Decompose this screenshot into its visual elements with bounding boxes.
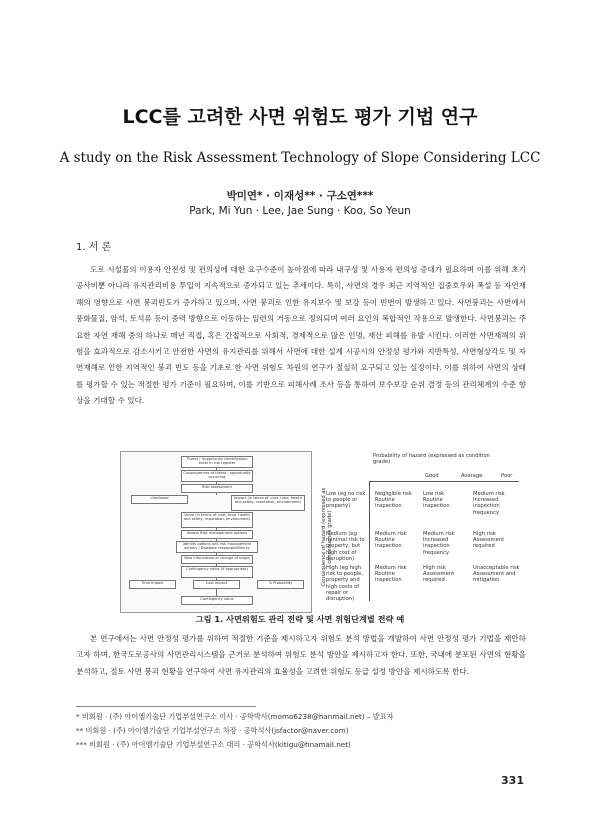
matrix-vertical-axis: Consequence of hazard (expressed as consequence grade) bbox=[320, 487, 333, 587]
matrix-cell: Negligible risk Routine inspection bbox=[375, 491, 412, 510]
footnote-1: * 비회원 · (주) 아이엠기술단 기업부설연구소 이사 · 공학박사(momo6238@hanmail.net) – 발표자 bbox=[76, 712, 394, 721]
intro-paragraph-1: 도로 시설물의 이용자 안전성 및 편의성에 대한 요구수준이 높아짐에 따라 내구성 및 사용자 편의성 증대가 필요하며 이를 위해 초기공사비뿐 아니라 유지관리비용 투입이 지속적으로 증가되고 있는 추세이다. 특히, 사면의 경우 최근 지역적인 집중호우와 폭설 등 자연재해의 영향으로 사면 붕괴빈도가 증가하고 있으며, 사면 붕괴로 인한 유지보수 및 보강 등이 빈번이 발생하고 있다. 사면붕괴는 사면에서 풍화물질, 암석, 토석류 등이 중력 방향으로 이동하는 일련의 거동으로 정의되며 여러 요인의 복합적인 작용으로 발생한다. 사면붕괴는 주요한 자연 재해 중의 하나로 매년 직접, 혹은 간접적으로 사회적, 경제적으로 많은 인명, 재산 피해를 유발 시킨다. 이러한 사면재해의 위험을 효과적으로 감소시키고 안전한 사면의 유지관리를 위해서 사면에 대한 설계 시공시의 안정성 평가와 지반특성, 사면형상각도 및 자연재해로 인한 지역적인 붕괴 빈도 등을 기초로 한 사면 위험도 차원의 연구가 절실히 요구되고 있는 실정이다. 이를 위하여 사면의 상태를 평가할 수 있는 적절한 평가 기준이 필요하며, 이를 기반으로 피해사례 조사 등을 통하여 보수보강 순위 결정 등의 관리체계의 수준 향상을 기대할 수 있다. bbox=[76, 265, 526, 406]
flow-node: Contingency value (if appropriate) bbox=[181, 566, 253, 578]
authors-english: Park, Mi Yun · Lee, Jae Sung · Koo, So Yeun bbox=[189, 205, 411, 217]
flow-node: Contingency value bbox=[181, 596, 253, 605]
flow-node: Likelihood bbox=[131, 495, 188, 504]
page-number: 331 bbox=[501, 774, 524, 787]
flow-node: Time impact bbox=[129, 580, 176, 589]
flow-node: Cost impact bbox=[193, 580, 240, 589]
footnote-divider bbox=[76, 706, 256, 707]
matrix-cell: Medium risk Routine inspection bbox=[375, 531, 407, 550]
matrix-col-poor: Poor bbox=[501, 473, 513, 479]
section-heading: 1. 서 론 bbox=[76, 242, 112, 253]
matrix-row-label: Medium (eg minimal risk to property, but high cost of disruption) bbox=[326, 531, 365, 562]
footnote-3: *** 비회원 · (주) 아이엠기술단 기업부설연구소 대리 · 공학석사(kitigu@hnamail.net) bbox=[76, 740, 351, 749]
matrix-cell: Medium risk Increased inspection frequency bbox=[423, 531, 455, 556]
risk-management-flowchart bbox=[120, 451, 312, 613]
flow-node: % Probability bbox=[257, 580, 304, 589]
flow-node: Risk assessment bbox=[181, 484, 253, 493]
matrix-cell: Medium risk Increased inspection frequency bbox=[473, 491, 505, 516]
figure-caption: 그림 1. 사면위험도 관리 전략 및 사면 위험단계별 전략 예 bbox=[195, 614, 405, 624]
matrix-cell: Low risk Routine inspection bbox=[423, 491, 450, 510]
flow-node: Threat / Opportunity identification enter in risk register bbox=[181, 456, 253, 468]
matrix-cell: High risk Assessment required bbox=[473, 531, 505, 550]
flow-node: New information or change of scope bbox=[181, 555, 253, 564]
flow-node: Value (in terms of: cost, time, health and safety, reputation, environment) bbox=[181, 512, 253, 528]
flow-node: Impact (in terms of: cost, time, health and safety, reputation, environment) bbox=[231, 495, 305, 511]
paper-subtitle: A study on the Risk Assessment Technology of Slope Considering LCC bbox=[59, 150, 541, 166]
matrix-cell: Unacceptable risk Assessment and mitigation bbox=[473, 565, 520, 584]
flow-node: Identify options and risk management actions / Delegate responsibilities to bbox=[176, 541, 258, 553]
matrix-row-label: Low (eg no risk to people or property) bbox=[326, 491, 366, 510]
matrix-cell: High risk Assessment required bbox=[423, 565, 455, 584]
flow-node: Assess Risk management options bbox=[181, 530, 253, 539]
matrix-col-good: Good bbox=[425, 473, 439, 479]
matrix-col-average: Average bbox=[461, 473, 483, 479]
footnote-2: ** 비회원 · (주) 아이엠기술단 기업부설연구소 차장 · 공학석사(jsfactor@naver.com) bbox=[76, 726, 349, 735]
hazard-matrix bbox=[313, 451, 526, 606]
flow-node: Consequences of threat / opportunity occurring bbox=[181, 470, 253, 482]
matrix-header: Probability of hazard (expressed as condition grade) bbox=[373, 453, 490, 466]
authors-korean: 박미연* · 이재성** · 구소연*** bbox=[226, 190, 374, 202]
matrix-cell: Medium risk Routine inspection bbox=[375, 565, 407, 584]
paper-title: LCC를 고려한 사면 위험도 평가 기법 연구 bbox=[122, 106, 478, 128]
matrix-row-label: High (eg high risk to people, property and high costs of repair or disruption) bbox=[326, 565, 364, 603]
intro-paragraph-2: 본 연구에서는 사면 안정성 평가를 위하여 적절한 기준을 제시하고자 위험도 분석 방법을 개발하여 사면 안정성 평가 기법을 제안하고자 하며, 한국도로공사의 사면관리시스템을 근거로 분석하여 위험도 분석 방안을 제시하고자 한다. 또한, 국내에 분포된 사면의 현황을 분석하고, 절토 사면 붕괴 현황을 연구하여 사면 유지관리의 효율성을 고려한 위험도 등급 설정 방안을 제시하도록 한다. bbox=[76, 634, 526, 676]
